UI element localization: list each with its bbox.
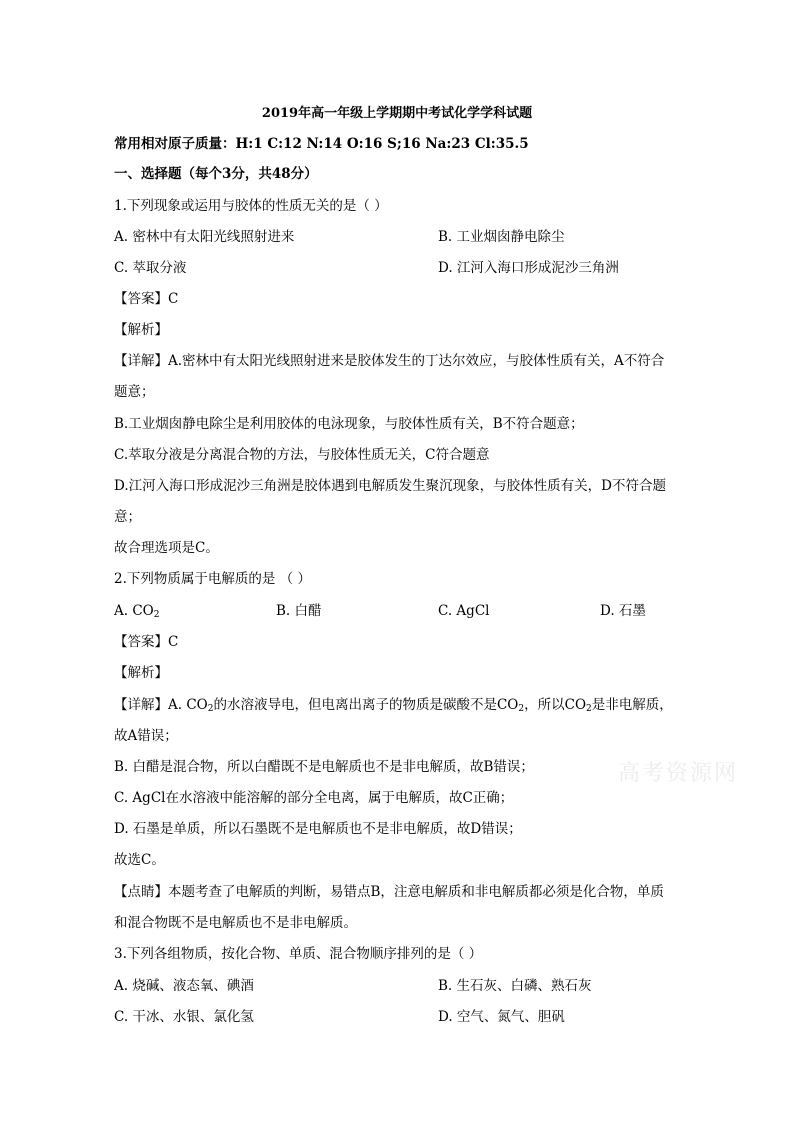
question-2-option-d: D. 石墨	[600, 603, 646, 619]
question-1-conclusion: 故合理选项是C。	[114, 540, 219, 556]
question-2-detail: C. AgCl在水溶液中能溶解的部分全电离，属于电解质，故C正确；	[114, 790, 514, 806]
question-2-answer: 【答案】C	[114, 634, 179, 650]
atomic-mass-line: 常用相对原子质量：H:1 C:12 N:14 O:16 S;16 Na:23 Cl:35.5	[114, 136, 529, 152]
question-2-detail: B. 白醋是混合物，所以白醋既不是电解质也不是非电解质，故B错误；	[114, 759, 534, 775]
question-2-option-a: A. $CO_2$	[114, 603, 160, 620]
question-2-option-c: C. AgCl	[438, 603, 490, 619]
question-2-option-b: B. 白醋	[276, 603, 322, 619]
question-3-stem: 3.下列各组物质，按化合物、单质、混合物顺序排列的是（ ）	[114, 946, 483, 962]
question-1-detail: 题意；	[114, 384, 155, 400]
question-1-detail: D.江河入海口形成泥沙三角洲是胶体遇到电解质发生聚沉现象，与胶体性质有关，D不符合题	[114, 478, 666, 494]
question-1-detail: B.工业烟囱静电除尘是利用胶体的电泳现象，与胶体性质有关，B不符合题意；	[114, 416, 584, 432]
question-1-answer: 【答案】C	[114, 291, 179, 307]
question-1-option-c: C. 萃取分液	[114, 260, 187, 276]
question-1-option-b: B. 工业烟囱静电除尘	[438, 229, 565, 245]
question-3-option-a: A. 烧碱、液态氧、碘酒	[114, 978, 254, 994]
question-3-option-c: C. 干冰、水银、氯化氢	[114, 1009, 254, 1025]
watermark: 高考资源网	[618, 761, 739, 786]
question-3-option-b: B. 生石灰、白磷、熟石灰	[438, 978, 592, 994]
question-2-detail: 故A错误；	[114, 728, 178, 744]
question-1-detail: C.萃取分液是分离混合物的方法，与胶体性质无关，C符合题意	[114, 447, 490, 463]
question-2-detail: 【详解】A. $CO_2$的水溶液导电，但电离出离子的物质是碳酸不是$CO_2$，所以$CO_2$是非电解质，	[114, 697, 673, 714]
section-heading: 一、选择题（每个3分，共48分）	[114, 166, 318, 182]
question-1-stem: 1.下列现象或运用与胶体的性质无关的是（ ）	[114, 198, 388, 214]
question-3-option-d: D. 空气、氮气、胆矾	[438, 1009, 565, 1025]
question-1-option-a: A. 密林中有太阳光线照射进来	[114, 229, 295, 245]
question-1-analysis: 【解析】	[114, 322, 168, 338]
question-2-detail: D. 石墨是单质，所以石墨既不是电解质也不是非电解质，故D错误；	[114, 821, 522, 837]
question-2-comment: 和混合物既不是电解质也不是非电解质。	[114, 915, 357, 931]
question-1-option-d: D. 江河入海口形成泥沙三角洲	[438, 260, 619, 276]
question-2-analysis: 【解析】	[114, 665, 168, 681]
question-1-detail: 【详解】A.密林中有太阳光线照射进来是胶体发生的丁达尔效应，与胶体性质有关，A不符合	[114, 353, 665, 369]
question-2-stem: 2.下列物质属于电解质的是 （ ）	[114, 571, 311, 587]
question-2-conclusion: 故选C。	[114, 852, 165, 868]
page-title: 2019年高一年级上学期期中考试化学学科试题	[261, 106, 533, 121]
question-2-comment: 【点睛】本题考查了电解质的判断，易错点B，注意电解质和非电解质都必须是化合物，单质	[114, 884, 664, 900]
question-1-detail: 意；	[114, 509, 141, 525]
